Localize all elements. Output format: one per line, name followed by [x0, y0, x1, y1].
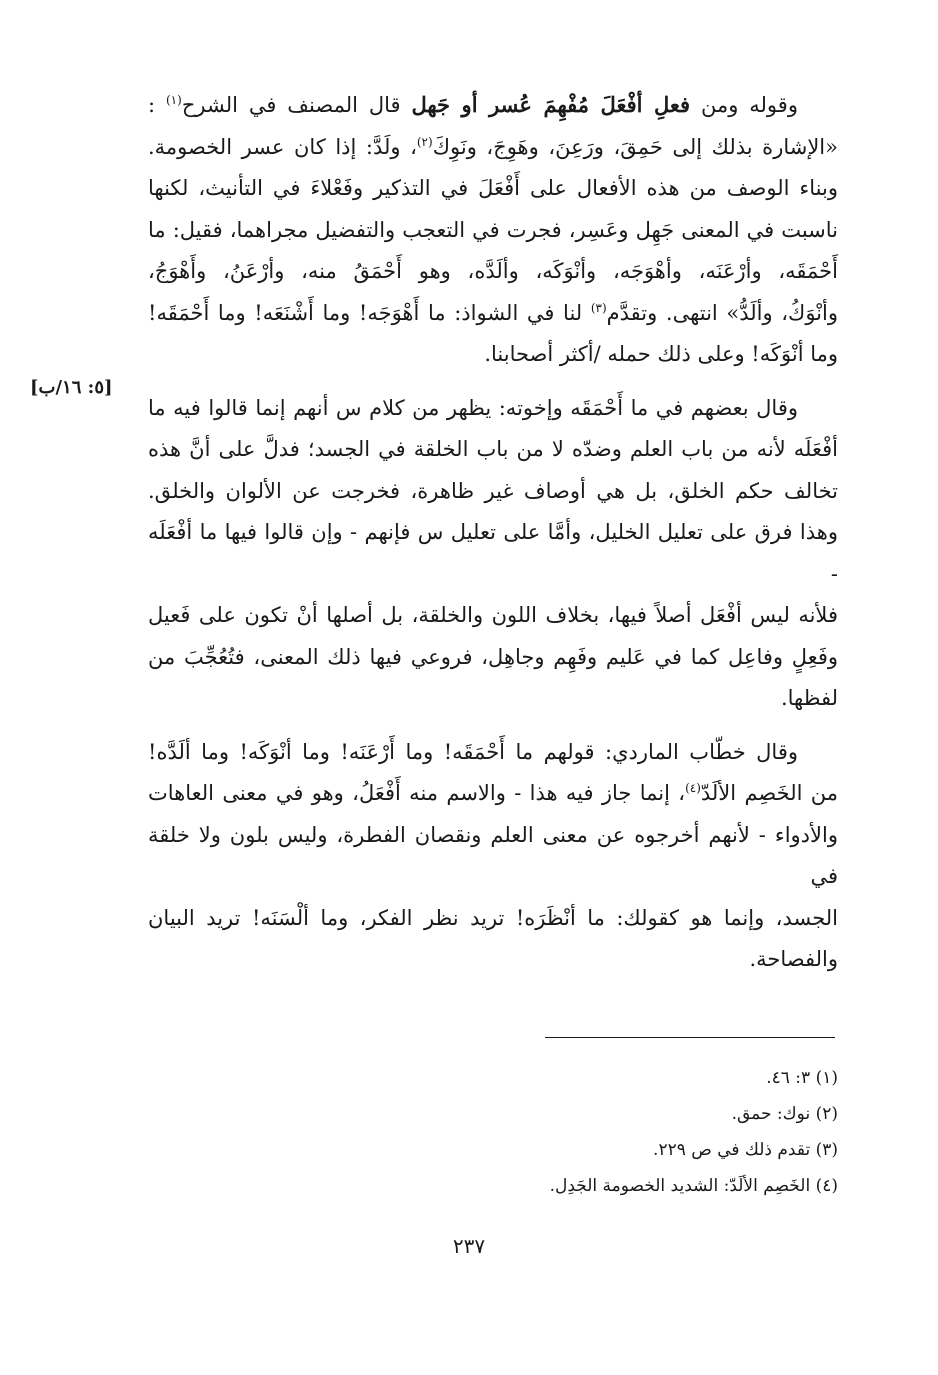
text-line — [148, 815, 838, 898]
paragraph — [148, 84, 838, 376]
text-run: أَحْمَقَه، وأرْعَنَه، وأهْوَجَه، وأنْوَكَه، وألَدَّه، وهو أَحْمَقُ منه، وأرْعَنُ، وأَهْوَجُ، — [148, 259, 838, 283]
paragraph — [148, 388, 838, 720]
footnote-2: (٢) نوك: حمق. — [731, 1104, 838, 1124]
text-run: لنا في الشواذ: ما أَهْوَجَه! وما أَشْنَعَه! وما أَحْمَقَه! — [148, 300, 591, 325]
text-run: تخالف حكم الخلق، بل هي أوصاف غير ظاهرة، فخرجت عن الألوان والخلق. — [148, 478, 838, 503]
text-run: ، إنما جاز فيه هذا - والاسم منه أَفْعَلُ، وهو في معنى العاهات — [148, 781, 686, 805]
paragraph — [148, 732, 838, 981]
text-line — [148, 773, 838, 815]
text-run: وقال بعضهم في ما أَحْمَقَه وإخوته: يظهر من كلام س أنهم إنما قالوا فيه ما — [148, 395, 798, 420]
text-run: وقال خطّاب الماردي: قولهم ما أَحْمَقَه! وما أَرْعَنَه! وما أنْوَكَه! وما ألَدَّه! — [148, 739, 798, 764]
text-line — [148, 127, 838, 169]
text-run: وهذا فرق على تعليل الخليل، وأمَّا على تعليل س فإنهم - وإن قالوا فيها ما أفْعَلَه - — [148, 520, 838, 586]
text-line — [148, 168, 838, 210]
text-run: والأدواء - لأنهم أخرجوه عن معنى العلم ونقصان الفطرة، وليس بلون ولا خلقة في — [148, 822, 838, 888]
footnote-ref: (٢) — [416, 134, 433, 149]
text-line — [148, 251, 838, 293]
footnote-ref: (٤) — [685, 781, 701, 795]
text-run: ناسبت في المعنى جَهِل وعَسِر، فجرت في التعجب والتفضيل مجراهما، فقيل: ما — [148, 217, 838, 242]
text-line — [148, 595, 838, 637]
text-run: لفظها. — [780, 686, 838, 710]
footnote-4: (٤) الخَصِم الألَدّ: الشديد الخصومة الجَدِل. — [549, 1176, 838, 1196]
text-line — [148, 898, 838, 940]
text-run: الجسد، وإنما هو كقولك: ما أنْظَرَه! تريد نظر الفكر، وما ألْسَنَه! تريد البيان — [148, 905, 838, 930]
text-run: وقوله ومن — [690, 93, 798, 117]
text-line — [148, 388, 838, 430]
text-line — [148, 732, 838, 774]
text-run: وفَعِلٍ وفاعِل كما في عَليم وفَهِم وجاهِل، فروعي فيها ذلك المعنى، فتُعُجِّبَ من — [148, 644, 838, 669]
footnote-3: (٣) تقدم ذلك في ص ٢٢٩. — [653, 1140, 838, 1160]
text-run: فعلِ أفْعَلَ مُفْهِمَ عُسر أو جَهل — [411, 92, 691, 117]
footnotes — [300, 1060, 838, 1204]
text-line — [148, 210, 838, 252]
text-run: وما أنْوَكَه! وعلى ذلك حمله /أكثر أصحابنا. — [484, 342, 838, 366]
text-run: أفْعَلَه لأنه من باب العلم وضدّه لا من باب الخلقة في الجسد؛ فدلَّ على أنَّ هذه — [148, 437, 838, 461]
text-run: «الإشارة بذلك إلى حَمِقَ، ورَعِنَ، وهَوِجَ، ونَوِكَ — [432, 134, 838, 159]
text-run: قال المصنف في الشرح — [181, 93, 412, 117]
text-run: وأنْوَكُ، وألَدُّ» انتهى. وتقدَّم — [606, 300, 838, 325]
text-run: والفصاحة. — [749, 947, 838, 971]
text-line — [148, 334, 838, 376]
text-line — [148, 512, 838, 595]
footnote-ref: (١) — [165, 93, 182, 107]
page-number: ٢٣٧ — [452, 1234, 486, 1258]
text-line — [148, 678, 838, 720]
text-run: : — [148, 93, 166, 117]
text-run: وبناء الوصف من هذه الأفعال على أَفْعَلَ في التذكير وفَعْلاءَ في التأنيث، لكنها — [148, 176, 838, 200]
footnote-ref: (٣) — [590, 300, 607, 315]
text-line — [148, 637, 838, 679]
footnote-separator — [545, 1037, 835, 1038]
footnote-1: (١) ٣: ٤٦. — [766, 1068, 838, 1088]
margin-note: [٥: ١٦/ب] — [30, 377, 113, 398]
text-line — [148, 84, 838, 127]
text-run: فلأنه ليس أفْعَل أصلاً فيها، بخلاف اللون والخلقة، بل أصلها أنْ تكون على فَعيل — [148, 603, 838, 627]
text-line — [148, 939, 838, 981]
text-line — [148, 293, 838, 335]
text-line — [148, 429, 838, 471]
text-run: من الخَصِم الألَدّ — [700, 781, 838, 805]
main-text — [148, 84, 838, 993]
text-line — [148, 471, 838, 513]
text-run: ، ولَدَّ: إذا كان عسر الخصومة. — [148, 134, 417, 159]
